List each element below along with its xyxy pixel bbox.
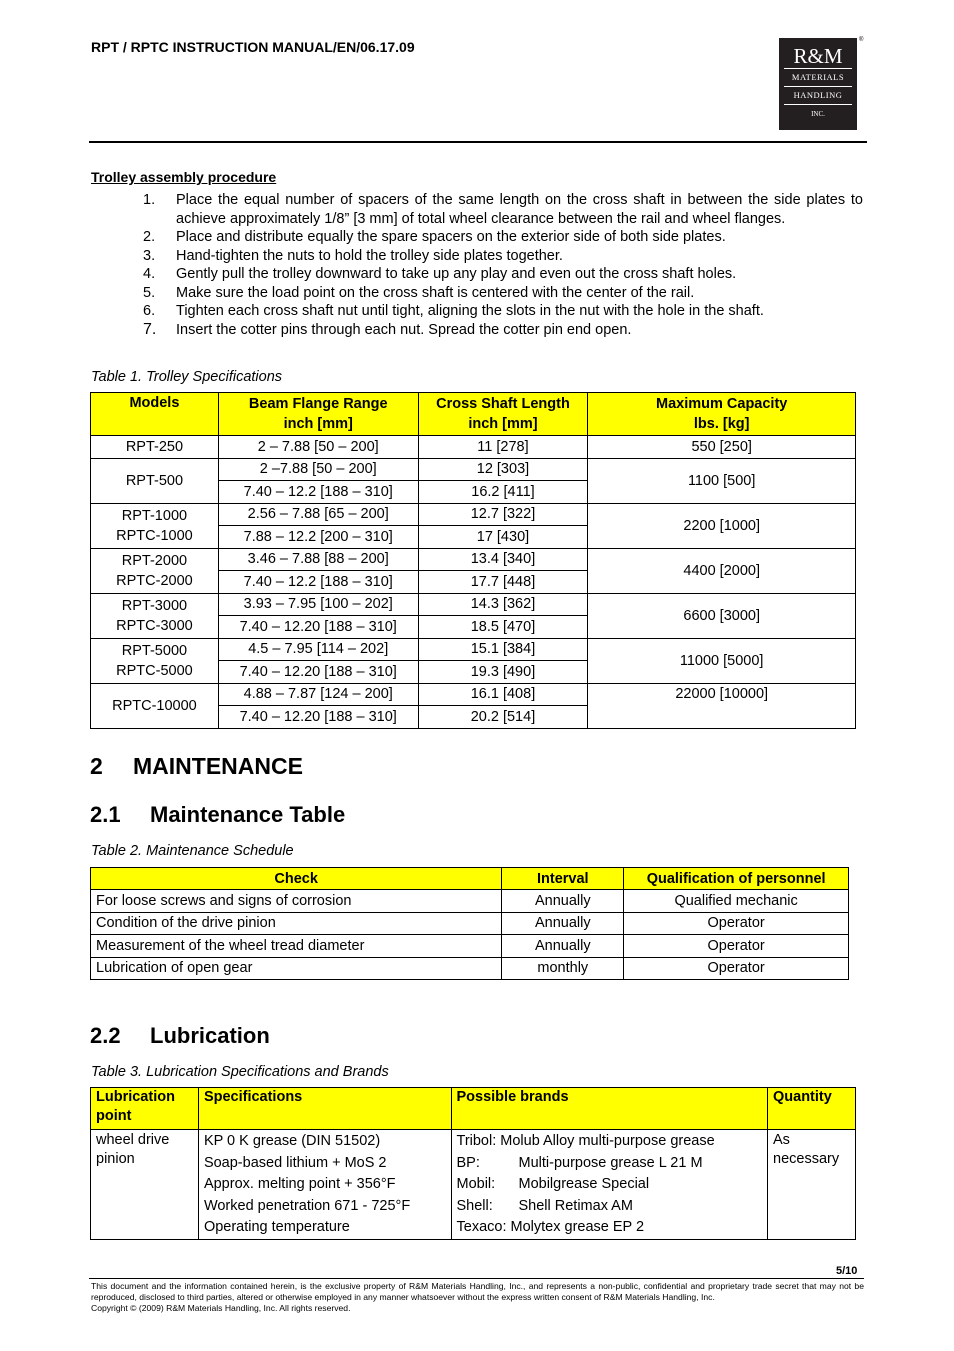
model-cell: RPTC-10000	[91, 683, 219, 728]
col-header-lubrication-point	[91, 1088, 199, 1130]
model-cell	[91, 548, 219, 593]
col-header-beam-flange	[218, 393, 418, 436]
qualification-cell: Operator	[624, 912, 849, 935]
cell-line: necessary	[773, 1151, 840, 1167]
step-text: Place the equal number of spacers of the same length on the cross shaft in between the side plates to achieve approximately 1/8” [3 mm] of total wheel clearance between the rail and wheel flanges.	[176, 192, 863, 227]
brand-line	[457, 1131, 763, 1153]
shaft-cell: 14.3 [362]	[418, 593, 588, 616]
model-name: RPT-2000	[121, 552, 188, 569]
shaft-cell: 15.1 [384]	[418, 638, 588, 661]
step-text: Make sure the load point on the cross shaft is centered with the center of the rail.	[176, 284, 695, 301]
procedure-step	[143, 247, 863, 266]
model-name: RPT-1000	[121, 507, 188, 524]
model-name: RPTC-3000	[116, 617, 193, 634]
col-header-brands: Possible brands	[451, 1088, 768, 1130]
check-cell: Condition of the drive pinion	[91, 912, 502, 935]
capacity-cell: 6600 [3000]	[588, 593, 856, 638]
table-row	[91, 458, 856, 481]
table-header-row	[91, 868, 849, 890]
brand-product: Molytex grease EP 2	[510, 1219, 645, 1235]
capacity-cell: 1100 [500]	[588, 458, 856, 503]
header-unit: inch [mm]	[283, 416, 353, 432]
section-heading-maintenance-table	[90, 802, 345, 828]
procedure-title: Trolley assembly procedure	[91, 169, 277, 185]
header-text: point	[96, 1108, 132, 1124]
table-row	[91, 593, 856, 616]
model-name: RPT-5000	[121, 642, 188, 659]
flange-cell: 7.88 – 12.2 [200 – 310]	[218, 526, 418, 549]
procedure-step	[143, 284, 863, 303]
logo-divider	[784, 86, 852, 87]
header-unit: lbs. [kg]	[693, 416, 750, 432]
document-title: RPT / RPTC INSTRUCTION MANUAL/EN/06.17.09	[91, 39, 415, 55]
shaft-cell: 12.7 [322]	[418, 503, 588, 526]
brand-product: Multi-purpose grease L 21 M	[518, 1154, 703, 1171]
table-row	[91, 890, 849, 913]
flange-cell: 7.40 – 12.20 [188 – 310]	[218, 616, 418, 639]
table-header-row	[91, 393, 856, 436]
brand-line	[457, 1196, 763, 1218]
header-text: Lubrication	[96, 1089, 175, 1105]
flange-cell: 7.40 – 12.20 [188 – 310]	[218, 706, 418, 729]
section-heading-maintenance	[90, 753, 303, 780]
step-number: 6.	[143, 303, 156, 319]
logo-line-handling: HANDLING	[793, 90, 843, 100]
model-name: RPTC-2000	[116, 572, 193, 589]
flange-cell: 3.93 – 7.95 [100 – 202]	[218, 593, 418, 616]
procedure-step	[143, 191, 863, 228]
table-row	[91, 935, 849, 958]
model-name: RPTC-5000	[116, 662, 193, 679]
shaft-cell: 11 [278]	[418, 436, 588, 459]
table1-caption: Table 1. Trolley Specifications	[91, 369, 283, 385]
step-text: Tighten each cross shaft nut until tight, aligning the slots in the nut with the hole in the shaft.	[176, 303, 764, 319]
header-unit: inch [mm]	[468, 416, 538, 432]
step-text: Insert the cotter pins through each nut. Spread the cotter pin end open.	[176, 321, 632, 338]
brand-company: Shell:	[456, 1197, 493, 1214]
table-header-row	[91, 1088, 856, 1130]
logo-line-materials: MATERIALS	[791, 72, 845, 82]
brand-product: Mobilgrease Special	[518, 1176, 650, 1192]
table-row	[91, 683, 856, 706]
brand-line	[457, 1217, 763, 1239]
step-number: 1.	[143, 192, 156, 208]
copyright: Copyright © (2009) R&M Materials Handling, Inc. All rights reserved.	[91, 1303, 351, 1313]
logo-divider	[784, 104, 852, 105]
flange-cell: 2 – 7.88 [50 – 200]	[218, 436, 418, 459]
capacity-cell: 550 [250]	[588, 436, 856, 459]
registered-mark: ®	[859, 37, 864, 43]
model-name: RPT-3000	[121, 597, 188, 614]
quantity-cell	[768, 1130, 856, 1240]
shaft-cell: 12 [303]	[418, 458, 588, 481]
flange-cell: 3.46 – 7.88 [88 – 200]	[218, 548, 418, 571]
capacity-cell: 22000 [10000]	[588, 683, 856, 728]
spec-line: Approx. melting point + 356°F	[203, 1176, 396, 1192]
section-title: Lubrication	[150, 1023, 270, 1048]
flange-cell: 2.56 – 7.88 [65 – 200]	[218, 503, 418, 526]
brands-cell	[451, 1130, 768, 1240]
interval-cell: Annually	[502, 890, 624, 913]
flange-cell: 4.88 – 7.87 [124 – 200]	[218, 683, 418, 706]
specifications-cell	[198, 1130, 451, 1240]
model-name: RPTC-1000	[116, 527, 193, 544]
step-number: 3.	[143, 247, 156, 264]
cell-line: As	[773, 1132, 790, 1148]
step-number: 7.	[143, 320, 157, 338]
table2-caption: Table 2. Maintenance Schedule	[91, 843, 294, 859]
section-title: Maintenance Table	[150, 802, 346, 827]
col-header-models	[91, 393, 219, 436]
cell-line: wheel drive	[96, 1132, 170, 1148]
footer-legal	[91, 1281, 864, 1314]
shaft-cell: 17.7 [448]	[418, 571, 588, 594]
interval-cell: Annually	[502, 935, 624, 958]
section-number: 2.2	[90, 1023, 121, 1048]
shaft-cell: 16.2 [411]	[418, 481, 588, 504]
company-logo	[779, 38, 857, 130]
check-cell: Measurement of the wheel tread diameter	[91, 935, 502, 958]
flange-cell: 7.40 – 12.20 [188 – 310]	[218, 661, 418, 684]
cell-line: pinion	[96, 1151, 135, 1167]
table3-caption: Table 3. Lubrication Specifications and Brands	[91, 1064, 389, 1080]
col-header-qualification: Qualification of personnel	[624, 868, 849, 890]
header-text: Beam Flange Range	[248, 396, 388, 412]
shaft-cell: 16.1 [408]	[418, 683, 588, 706]
spec-line: Soap-based lithium + MoS 2	[203, 1154, 387, 1171]
check-cell: For loose screws and signs of corrosion	[91, 890, 502, 913]
table-row	[91, 503, 856, 526]
brand-product: Molub Alloy multi-purpose grease	[500, 1133, 715, 1149]
qualification-cell: Operator	[624, 935, 849, 958]
model-cell	[91, 638, 219, 683]
capacity-cell: 11000 [5000]	[588, 638, 856, 683]
shaft-cell: 19.3 [490]	[418, 661, 588, 684]
footer-divider	[89, 1278, 864, 1279]
table-row	[91, 957, 849, 980]
step-text: Gently pull the trolley downward to take up any play and even out the cross shaft holes.	[176, 266, 737, 282]
table-row	[91, 912, 849, 935]
check-cell: Lubrication of open gear	[91, 957, 502, 980]
header-divider	[89, 141, 867, 143]
flange-cell: 7.40 – 12.2 [188 – 310]	[218, 571, 418, 594]
shaft-cell: 18.5 [470]	[418, 616, 588, 639]
shaft-cell: 20.2 [514]	[418, 706, 588, 729]
table-row	[91, 548, 856, 571]
spec-line: KP 0 K grease (DIN 51502)	[203, 1133, 381, 1149]
brand-company: Texaco:	[456, 1219, 507, 1235]
capacity-cell: 2200 [1000]	[588, 503, 856, 548]
procedure-step	[143, 228, 863, 247]
logo-line-inc: INC.	[811, 110, 825, 118]
flange-cell: 4.5 – 7.95 [114 – 202]	[218, 638, 418, 661]
brand-line	[457, 1174, 763, 1196]
step-number: 4.	[143, 266, 156, 282]
brand-company: Mobil:	[456, 1176, 496, 1192]
procedure-step	[143, 321, 863, 340]
section-heading-lubrication	[90, 1023, 270, 1049]
brand-company: BP:	[456, 1154, 480, 1171]
section-number: 2	[90, 753, 103, 779]
header-text: Models	[129, 395, 180, 411]
spec-line: Operating temperature	[203, 1219, 350, 1235]
col-header-capacity	[588, 393, 856, 436]
procedure-step	[143, 302, 863, 321]
lubrication-table	[90, 1087, 856, 1240]
brand-line	[457, 1153, 763, 1175]
step-text: Hand-tighten the nuts to hold the trolley side plates together.	[176, 247, 563, 264]
interval-cell: monthly	[502, 957, 624, 980]
flange-cell: 7.40 – 12.2 [188 – 310]	[218, 481, 418, 504]
logo-mark: R&M	[793, 44, 843, 68]
section-title: MAINTENANCE	[133, 753, 303, 779]
shaft-cell: 17 [430]	[418, 526, 588, 549]
section-number: 2.1	[90, 802, 121, 827]
flange-cell: 2 –7.88 [50 – 200]	[218, 458, 418, 481]
model-cell: RPT-500	[91, 458, 219, 503]
page-number: 5/10	[836, 1265, 858, 1277]
capacity-cell: 4400 [2000]	[588, 548, 856, 593]
qualification-cell: Qualified mechanic	[624, 890, 849, 913]
legal-notice: This document and the information contained herein, is the exclusive property of R&M Materials Handling, Inc., and represents a non-public, confidential and proprietary trade secret that may not be reproduced, disclosed to third parties, altered or otherwise employed in any manner whatsoever without the express written consent of R&M Materials Handling, Inc.	[91, 1281, 864, 1302]
logo-divider	[784, 68, 852, 69]
model-cell: RPT-250	[91, 436, 219, 459]
table-row	[91, 436, 856, 459]
lubrication-point-cell	[91, 1130, 199, 1240]
procedure-step	[143, 265, 863, 284]
trolley-spec-table	[90, 392, 856, 729]
header-text: Maximum Capacity	[656, 396, 788, 412]
step-number: 2.	[143, 229, 156, 245]
step-number: 5.	[143, 284, 156, 301]
col-header-cross-shaft	[418, 393, 588, 436]
model-cell	[91, 593, 219, 638]
model-cell	[91, 503, 219, 548]
brand-company: Tribol:	[456, 1133, 497, 1149]
procedure-steps	[143, 191, 863, 339]
brand-product: Shell Retimax AM	[518, 1197, 633, 1214]
header-text: Cross Shaft Length	[436, 396, 570, 412]
interval-cell: Annually	[502, 912, 624, 935]
col-header-specifications: Specifications	[198, 1088, 451, 1130]
col-header-check: Check	[91, 868, 502, 890]
qualification-cell: Operator	[624, 957, 849, 980]
col-header-interval: Interval	[502, 868, 624, 890]
table-row	[91, 638, 856, 661]
table-row	[91, 1130, 856, 1240]
step-text: Place and distribute equally the spare spacers on the exterior side of both side plates.	[176, 229, 726, 245]
col-header-quantity: Quantity	[768, 1088, 856, 1130]
spec-line: Worked penetration 671 - 725°F	[203, 1197, 411, 1214]
shaft-cell: 13.4 [340]	[418, 548, 588, 571]
maintenance-schedule-table	[90, 867, 849, 980]
